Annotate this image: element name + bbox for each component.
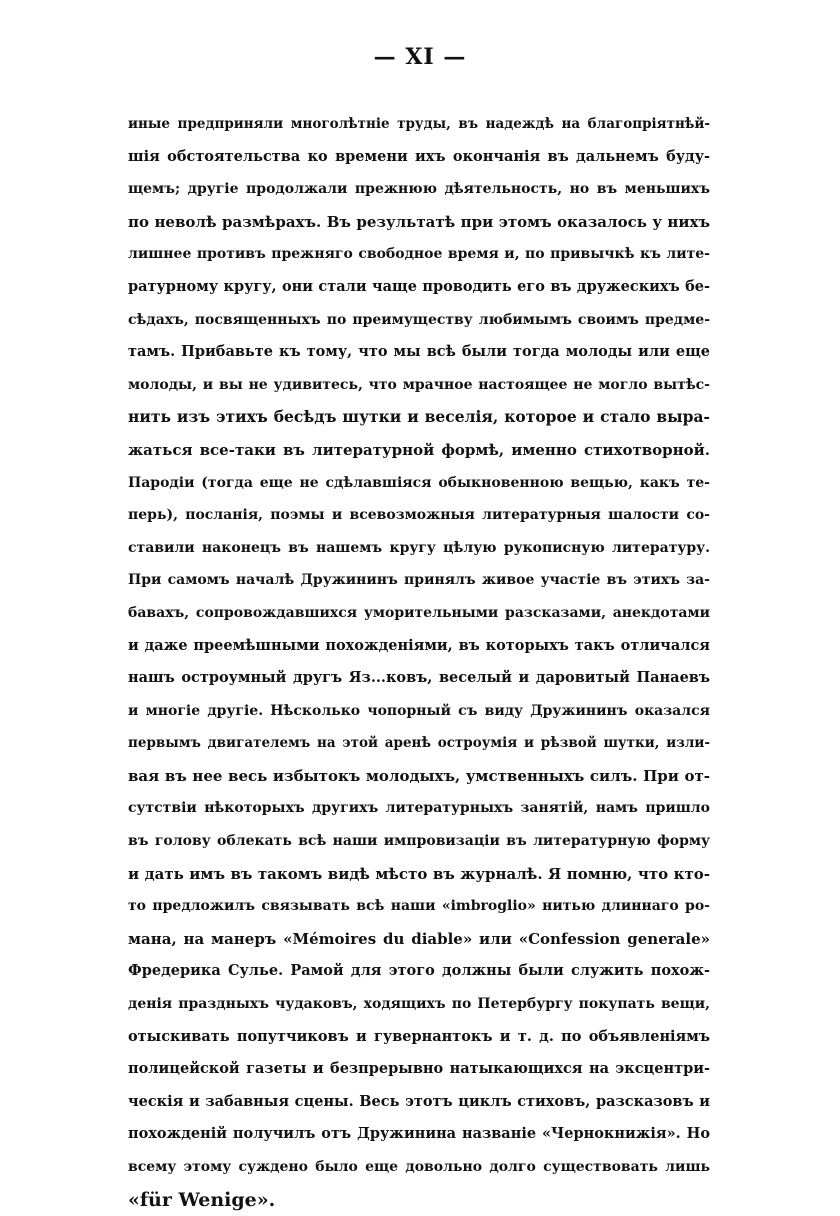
page-number: — XI — [373,44,467,70]
text-line: и даже преемѣшными похожденіями, въ которыхъ такъ отличался [128,636,710,654]
text-line: перь), посланія, поэмы и всевозможныя литературныя шалости со- [128,507,710,524]
text-line: бавахъ, сопровождавшихся уморительными разсказами, анекдотами [128,604,710,621]
text-line: При самомъ началѣ Дружининъ принялъ живое участіе въ этихъ за- [128,572,710,589]
text-line: иные предприняли многолѣтніе труды, въ надеждѣ на благопріятнѣй- [128,116,710,132]
text-line: Фредерика Сулье. Рамой для этого должны были служить похож- [128,962,710,980]
text-line: нашъ остроумный другъ Яз...ковъ, веселый и даровитый Панаевъ [128,669,710,687]
text-line: полицейской газеты и безпрерывно натыкающихся на эксцентри- [128,1060,710,1078]
body-text [128,108,710,1216]
text-line: всему этому суждено было еще довольно долго существовать лишь [128,1159,710,1175]
text-line: молоды, и вы не удивитесь, что мрачное настоящее не могло вытѣс- [128,376,710,393]
text-line: шія обстоятельства ко времени ихъ окончанія въ дальнемъ буду- [128,147,710,165]
text-line: и дать имъ въ такомъ видѣ мѣсто въ журналѣ. Я помню, что кто- [128,864,710,883]
text-line: сѣдахъ, посвященныхъ по преимуществу любимымъ своимъ предме- [128,311,710,328]
text-line: жаться все-таки въ литературной формѣ, именно стихотворной. [128,440,710,459]
text-line: нить изъ этихъ бесѣдъ шутки и веселія, которое и стало выра- [128,407,710,427]
text-line: щемъ; другіе продолжали прежнюю дѣятельность, но въ меньшихъ [128,181,710,198]
text-line: по неволѣ размѣрахъ. Въ результатѣ при этомъ оказалось у нихъ [128,212,710,231]
text-line: въ голову облекать всѣ наши импровизаціи въ литературную форму [128,833,710,850]
text-line: отыскивать попутчиковъ и гувернантокъ и т. д. по объявленіямъ [128,1027,710,1045]
text-line: Пародіи (тогда еще не сдѣлавшіяся обыкновенною вещью, какъ те- [128,474,710,491]
text-line: первымъ двигателемъ на этой аренѣ остроумія и рѣзвой шутки, изли- [128,735,710,752]
text-line: сутствіи нѣкоторыхъ другихъ литературныхъ занятій, намъ пришло [128,800,710,817]
text-line: ческія и забавныя сцены. Весь этотъ циклъ стиховъ, разсказовъ и [128,1092,710,1110]
text-line: похожденій получилъ отъ Дружинина названіе «Чернокнижія». Но [128,1125,710,1143]
text-line: тамъ. Прибавьте къ тому, что мы всѣ были тогда молоды или еще [128,343,710,361]
text-line: ставили наконецъ въ нашемъ кругу цѣлую рукописную литературу. [128,539,710,556]
text-line: вая въ нее весь избытокъ молодыхъ, умственныхъ силъ. При от- [128,766,710,785]
text-line: мана, на манеръ «Mémoires du diable» или «Confession generale» [128,929,710,948]
text-line: ратурному кругу, они стали чаще проводить его въ дружескихъ бе- [128,277,710,295]
text-line-last: «für Wenige». [128,1188,276,1211]
text-line: лишнее противъ прежняго свободное время и, по привычкѣ къ лите- [128,246,710,263]
text-line: денія праздныхъ чудаковъ, ходящихъ по Петербургу покупать вещи, [128,996,710,1013]
text-line: и многіе другіе. Нѣсколько чопорный съ виду Дружининъ оказался [128,702,710,719]
text-line: то предложилъ связывать всѣ наши «imbroglio» нитью длиннаго ро- [128,898,710,915]
